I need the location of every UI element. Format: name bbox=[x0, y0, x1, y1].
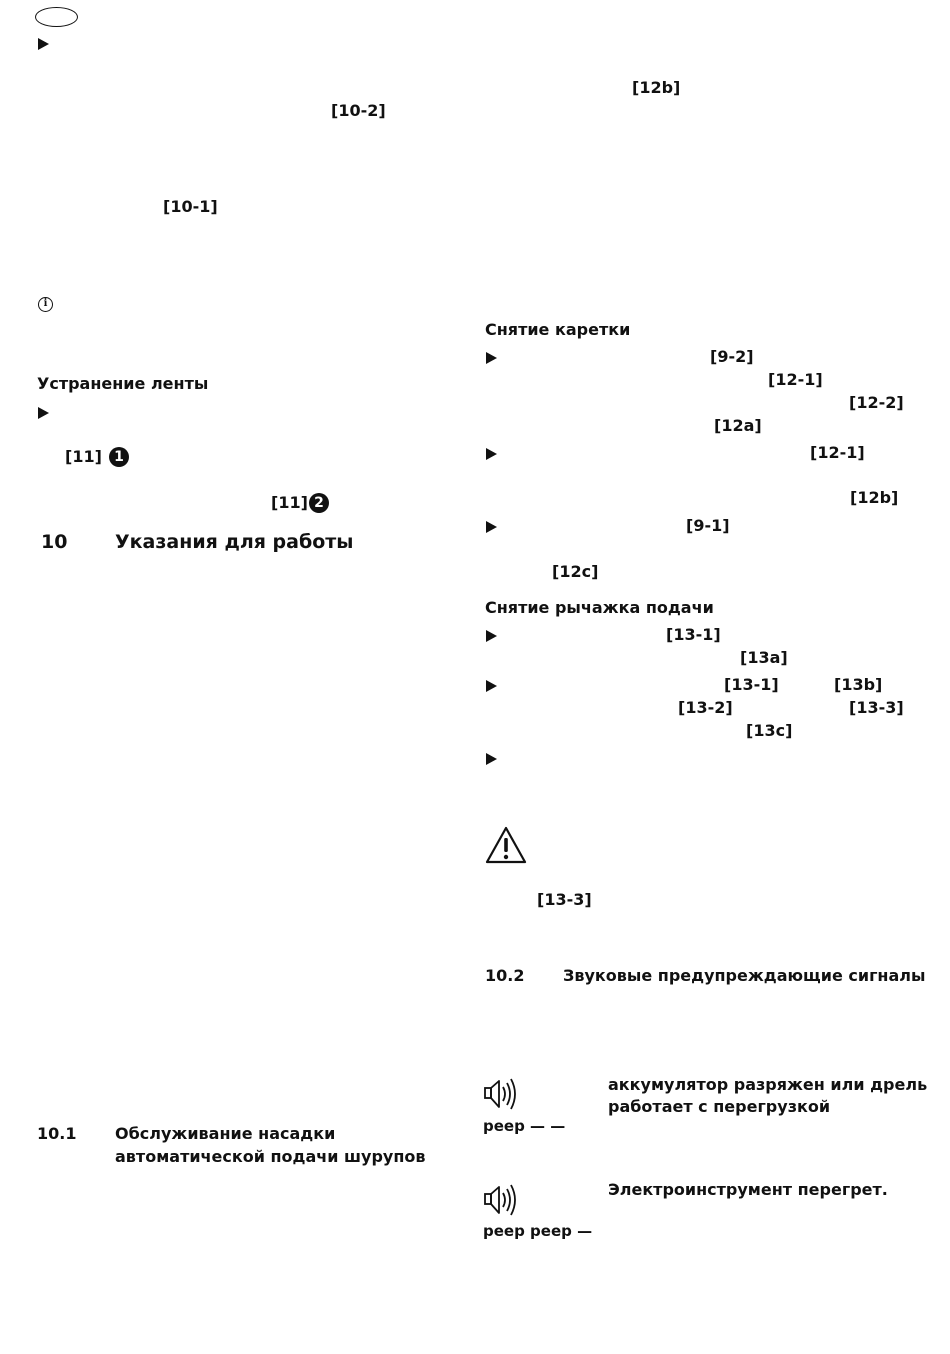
ref-13b: [13b] bbox=[834, 675, 883, 694]
heading-lever-removal: Снятие рычажка подачи bbox=[485, 598, 714, 617]
ref-13-3-b: [13-3] bbox=[537, 890, 592, 909]
warning-icon bbox=[485, 826, 527, 864]
ref-13-1-b: [13-1] bbox=[724, 675, 779, 694]
arrow-bullet-icon bbox=[486, 630, 497, 642]
section-10-title: Указания для работы bbox=[115, 531, 354, 553]
ref-12-2: [12-2] bbox=[849, 393, 904, 412]
speaker-icon bbox=[484, 1076, 518, 1112]
heading-carriage-removal: Снятие каретки bbox=[485, 320, 631, 339]
heading-tape-removal: Устранение ленты bbox=[37, 374, 209, 393]
ref-12-1-b: [12-1] bbox=[810, 443, 865, 462]
ref-10-1: [10-1] bbox=[163, 197, 218, 216]
ref-11-b: [11] bbox=[271, 493, 308, 512]
arrow-bullet-icon bbox=[486, 448, 497, 460]
ref-9-2: [9-2] bbox=[710, 347, 754, 366]
section-10-1-title-line1: Обслуживание насадки bbox=[115, 1124, 336, 1143]
section-10-1-title-line2: автоматической подачи шурупов bbox=[115, 1147, 426, 1166]
arrow-bullet-icon bbox=[38, 38, 49, 50]
signal-2-text-line1: Электроинструмент перегрет. bbox=[608, 1180, 888, 1199]
circled-number-one-icon: 1 bbox=[109, 447, 129, 467]
ref-13-1-a: [13-1] bbox=[666, 625, 721, 644]
ref-10-2: [10-2] bbox=[331, 101, 386, 120]
arrow-bullet-icon bbox=[38, 407, 49, 419]
ref-13-2: [13-2] bbox=[678, 698, 733, 717]
ref-12b-top: [12b] bbox=[632, 78, 681, 97]
signal-1-text-line1: аккумулятор разряжен или дрель bbox=[608, 1075, 928, 1094]
ref-9-1: [9-1] bbox=[686, 516, 730, 535]
arrow-bullet-icon bbox=[486, 352, 497, 364]
ref-12-1-a: [12-1] bbox=[768, 370, 823, 389]
ref-13a: [13a] bbox=[740, 648, 788, 667]
ref-13-3-a: [13-3] bbox=[849, 698, 904, 717]
circled-number-two-icon: 2 bbox=[309, 493, 329, 513]
section-10-number: 10 bbox=[41, 531, 68, 553]
ref-12a: [12a] bbox=[714, 416, 762, 435]
arrow-bullet-icon bbox=[486, 753, 497, 765]
signal-1-text-line2: работает с перегрузкой bbox=[608, 1097, 831, 1116]
ref-12c: [12c] bbox=[552, 562, 599, 581]
ref-12b: [12b] bbox=[850, 488, 899, 507]
signal-2-peep: peep peep — bbox=[483, 1222, 593, 1240]
arrow-bullet-icon bbox=[486, 521, 497, 533]
section-10-1-number: 10.1 bbox=[37, 1124, 77, 1143]
ref-13c: [13c] bbox=[746, 721, 793, 740]
section-10-2-title: Звуковые предупреждающие сигналы bbox=[563, 966, 926, 985]
info-icon: i bbox=[38, 297, 53, 312]
section-10-2-number: 10.2 bbox=[485, 966, 525, 985]
speaker-icon bbox=[484, 1182, 518, 1218]
arrow-bullet-icon bbox=[486, 680, 497, 692]
language-oval-icon bbox=[35, 7, 78, 27]
signal-1-peep: peep — — bbox=[483, 1117, 566, 1135]
ref-11-a: [11] bbox=[65, 447, 102, 466]
